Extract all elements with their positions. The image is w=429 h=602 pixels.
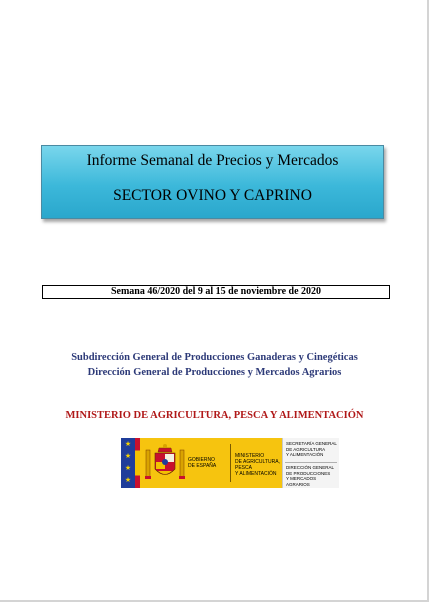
report-title: Informe Semanal de Precios y Mercados (86, 152, 339, 169)
panel-divider (285, 462, 337, 463)
department-panel (282, 438, 339, 488)
eu-flag-icon: ★ ★ ★ ★ (121, 438, 135, 488)
government-banner (140, 438, 282, 488)
week-range: Semana 46/2020 del 9 al 15 de noviembre de 2020 (42, 285, 390, 299)
directorate-label: DIRECCIÓN GENERAL DE PRODUCCIONES Y MERCADOS AGRARIOS (286, 465, 335, 487)
report-title-box (41, 145, 384, 219)
ministry-name: MINISTERIO DE AGRICULTURA, PESCA Y ALIMENTACIÓN (65, 410, 364, 421)
direction-name: Dirección General de Producciones y Mercados Agrarios (87, 367, 342, 378)
secretariat-label: SECRETARÍA GENERAL DE AGRICULTURA Y ALIMENTACIÓN (286, 441, 337, 457)
coat-of-arms-icon (144, 442, 186, 484)
ministry-label: MINISTERIO DE AGRICULTURA, PESCA Y ALIMENTACIÓN (235, 453, 280, 477)
report-sector: SECTOR OVINO Y CAPRINO (113, 187, 312, 204)
logo-divider (230, 444, 231, 482)
subdirection-name: Subdirección General de Producciones Ganaderas y Cinegéticas (71, 352, 358, 363)
government-logo (121, 438, 338, 488)
gov-label: GOBIERNO DE ESPAÑA (188, 457, 217, 469)
